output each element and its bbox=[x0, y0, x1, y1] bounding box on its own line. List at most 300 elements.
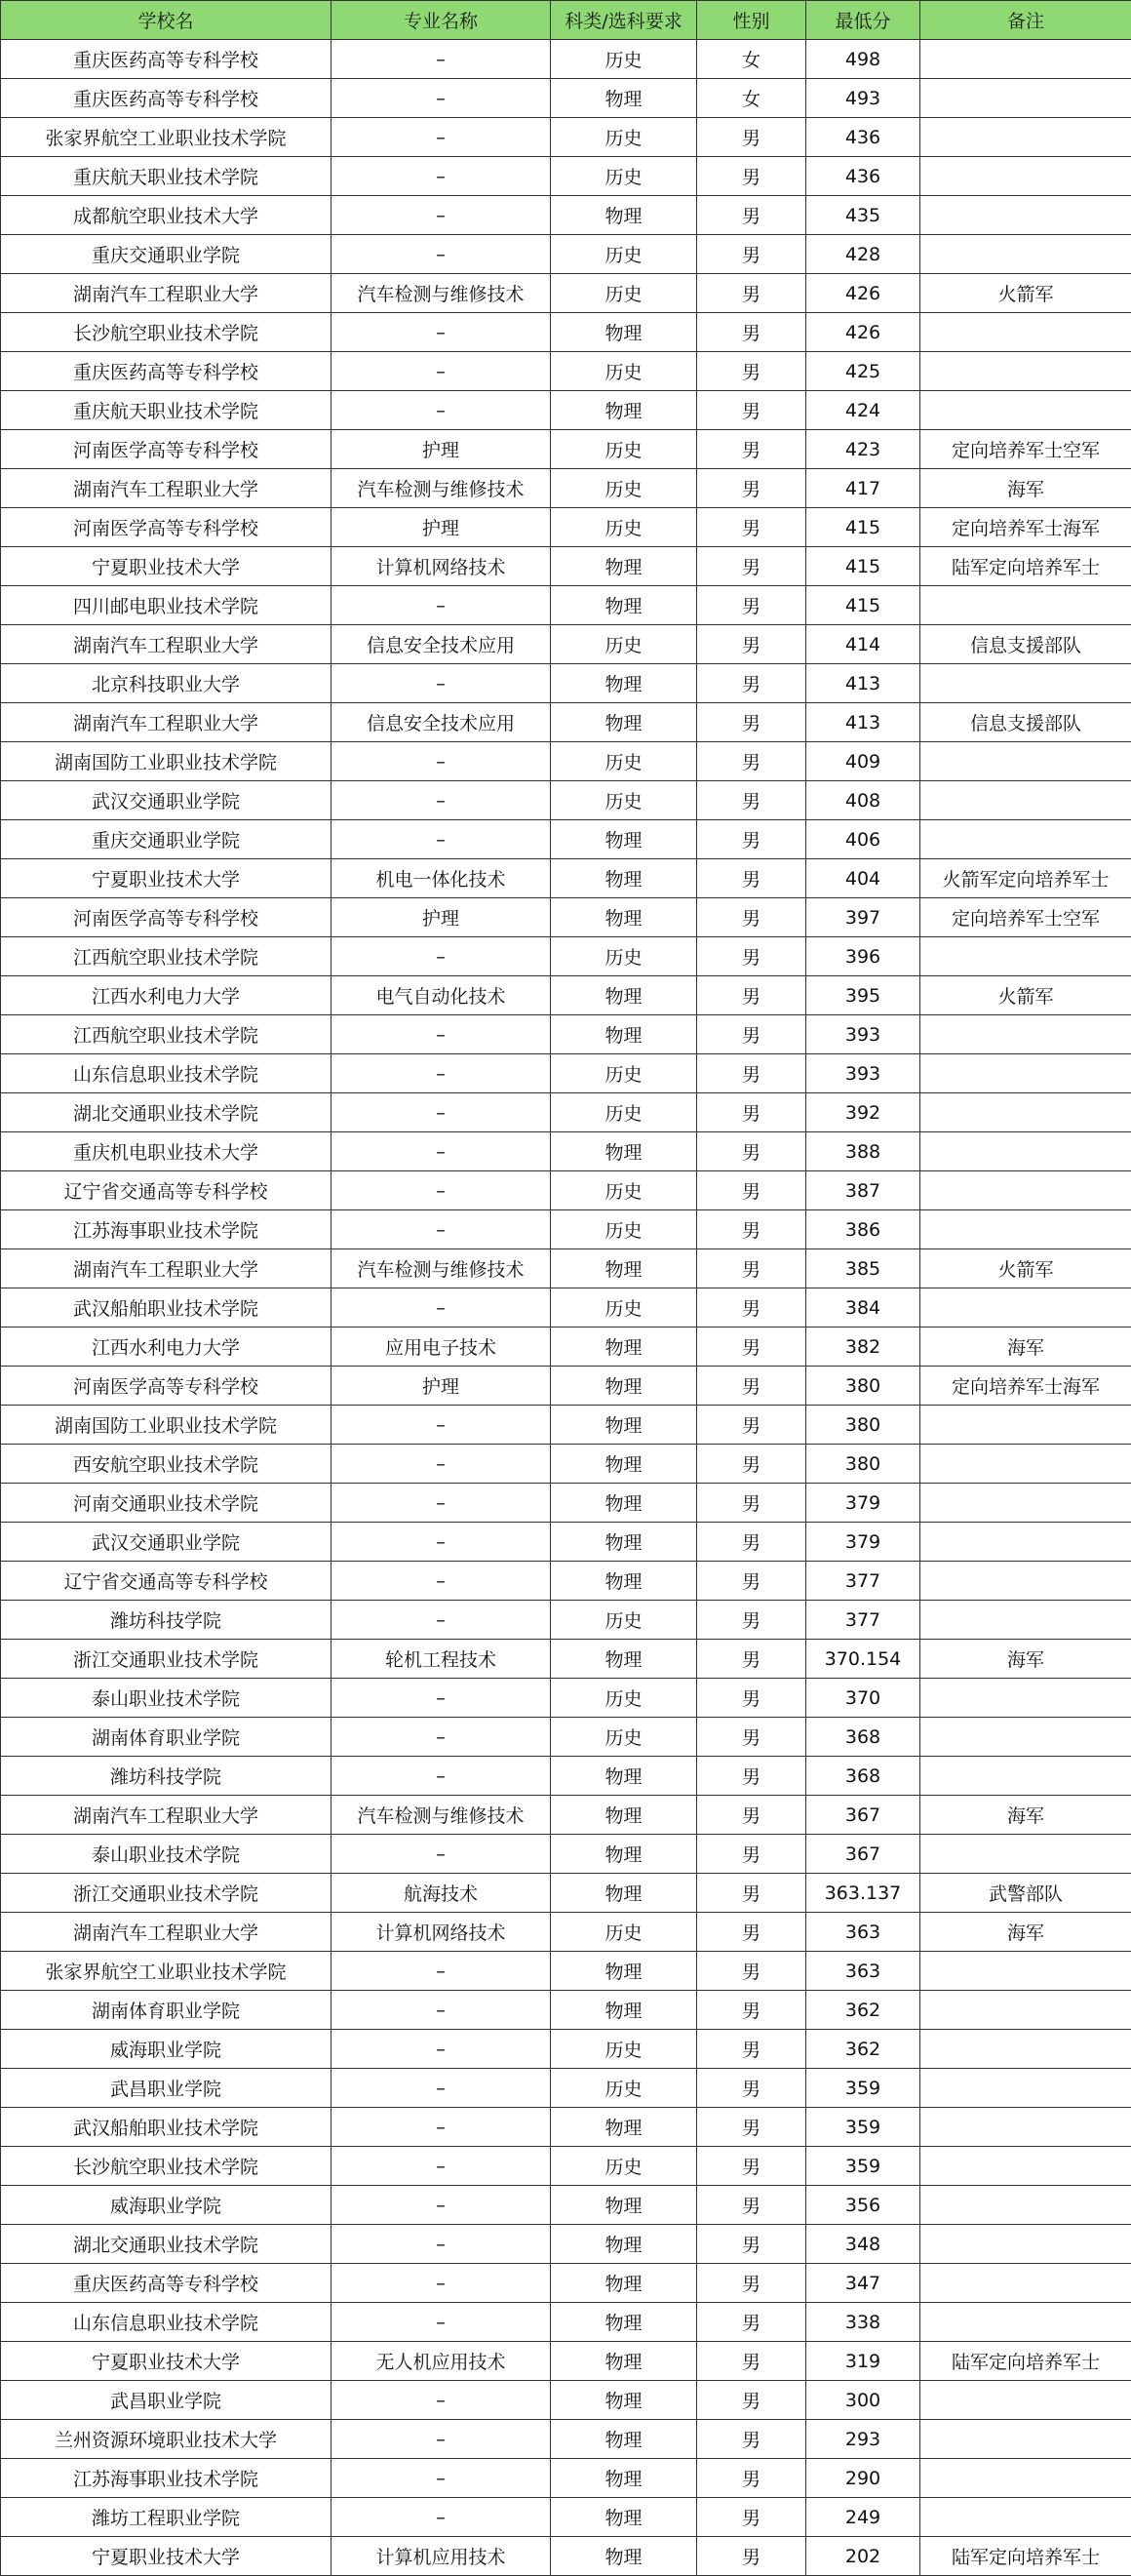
cell-min-score: 435 bbox=[806, 196, 920, 235]
cell-gender: 男 bbox=[697, 508, 806, 547]
cell-gender: 男 bbox=[697, 2381, 806, 2420]
cell-major: 信息安全技术应用 bbox=[332, 625, 551, 664]
cell-school: 成都航空职业技术大学 bbox=[1, 196, 332, 235]
cell-notes bbox=[920, 2069, 1131, 2108]
cell-subject: 物理 bbox=[551, 2537, 697, 2576]
cell-major: – bbox=[332, 1952, 551, 1991]
cell-notes bbox=[920, 781, 1131, 820]
cell-school: 四川邮电职业技术学院 bbox=[1, 586, 332, 625]
table-row bbox=[1, 157, 1131, 196]
cell-gender: 男 bbox=[697, 1367, 806, 1406]
cell-school: 武汉交通职业学院 bbox=[1, 781, 332, 820]
cell-major: – bbox=[332, 2459, 551, 2498]
cell-gender: 男 bbox=[697, 1445, 806, 1484]
cell-school: 宁夏职业技术大学 bbox=[1, 859, 332, 898]
cell-min-score: 368 bbox=[806, 1718, 920, 1757]
table-row bbox=[1, 859, 1131, 898]
cell-major: – bbox=[332, 1718, 551, 1757]
cell-notes: 海军 bbox=[920, 469, 1131, 508]
cell-notes: 海军 bbox=[920, 1796, 1131, 1835]
table-row bbox=[1, 274, 1131, 313]
table-row bbox=[1, 235, 1131, 274]
cell-major: – bbox=[332, 2069, 551, 2108]
table-row bbox=[1, 781, 1131, 820]
table-row bbox=[1, 1210, 1131, 1249]
cell-major: 计算机应用技术 bbox=[332, 2537, 551, 2576]
cell-min-score: 417 bbox=[806, 469, 920, 508]
cell-major: – bbox=[332, 2264, 551, 2303]
cell-subject: 物理 bbox=[551, 976, 697, 1015]
cell-notes: 火箭军定向培养军士 bbox=[920, 859, 1131, 898]
cell-notes bbox=[920, 1718, 1131, 1757]
header-school: 学校名 bbox=[1, 1, 332, 40]
cell-school: 湖北交通职业技术学院 bbox=[1, 1093, 332, 1132]
cell-subject: 物理 bbox=[551, 664, 697, 703]
cell-min-score: 498 bbox=[806, 40, 920, 79]
cell-subject: 历史 bbox=[551, 157, 697, 196]
cell-subject: 历史 bbox=[551, 1288, 697, 1328]
cell-gender: 男 bbox=[697, 2459, 806, 2498]
cell-gender: 男 bbox=[697, 391, 806, 430]
table-row bbox=[1, 547, 1131, 586]
cell-major: 应用电子技术 bbox=[332, 1328, 551, 1367]
cell-notes bbox=[920, 2459, 1131, 2498]
cell-gender: 男 bbox=[697, 1718, 806, 1757]
cell-notes: 陆军定向培养军士 bbox=[920, 547, 1131, 586]
table-row bbox=[1, 1601, 1131, 1640]
table-row bbox=[1, 118, 1131, 157]
cell-subject: 物理 bbox=[551, 1835, 697, 1874]
cell-subject: 物理 bbox=[551, 1523, 697, 1562]
cell-major: – bbox=[332, 2498, 551, 2537]
cell-gender: 男 bbox=[697, 664, 806, 703]
cell-school: 长沙航空职业技术学院 bbox=[1, 313, 332, 352]
cell-min-score: 363 bbox=[806, 1913, 920, 1952]
cell-school: 浙江交通职业技术学院 bbox=[1, 1640, 332, 1679]
cell-gender: 男 bbox=[697, 1601, 806, 1640]
cell-gender: 男 bbox=[697, 2342, 806, 2381]
table-row bbox=[1, 1484, 1131, 1523]
cell-notes: 定向培养军士海军 bbox=[920, 1367, 1131, 1406]
header-gender: 性别 bbox=[697, 1, 806, 40]
cell-gender: 男 bbox=[697, 547, 806, 586]
cell-min-score: 293 bbox=[806, 2420, 920, 2459]
cell-gender: 男 bbox=[697, 157, 806, 196]
cell-notes bbox=[920, 2420, 1131, 2459]
cell-gender: 男 bbox=[697, 1640, 806, 1679]
cell-notes bbox=[920, 1484, 1131, 1523]
cell-gender: 男 bbox=[697, 586, 806, 625]
table-row bbox=[1, 2498, 1131, 2537]
cell-major: – bbox=[332, 352, 551, 391]
table-row bbox=[1, 1718, 1131, 1757]
cell-subject: 物理 bbox=[551, 2225, 697, 2264]
cell-gender: 男 bbox=[697, 2420, 806, 2459]
cell-subject: 物理 bbox=[551, 1132, 697, 1171]
cell-subject: 历史 bbox=[551, 2069, 697, 2108]
table-row bbox=[1, 625, 1131, 664]
cell-major: – bbox=[332, 1523, 551, 1562]
cell-notes: 信息支援部队 bbox=[920, 625, 1131, 664]
cell-notes bbox=[920, 1210, 1131, 1249]
cell-school: 潍坊科技学院 bbox=[1, 1601, 332, 1640]
cell-school: 重庆航天职业技术学院 bbox=[1, 157, 332, 196]
cell-gender: 男 bbox=[697, 2108, 806, 2147]
cell-notes: 定向培养军士空军 bbox=[920, 430, 1131, 469]
cell-school: 武汉船舶职业技术学院 bbox=[1, 1288, 332, 1328]
cell-notes bbox=[920, 586, 1131, 625]
cell-major: – bbox=[332, 391, 551, 430]
cell-school: 湖南汽车工程职业大学 bbox=[1, 274, 332, 313]
table-row bbox=[1, 79, 1131, 118]
cell-subject: 物理 bbox=[551, 2420, 697, 2459]
cell-gender: 男 bbox=[697, 469, 806, 508]
cell-school: 武汉交通职业学院 bbox=[1, 1523, 332, 1562]
cell-min-score: 347 bbox=[806, 2264, 920, 2303]
cell-gender: 男 bbox=[697, 1171, 806, 1210]
cell-major: – bbox=[332, 313, 551, 352]
cell-notes bbox=[920, 1015, 1131, 1054]
cell-major: – bbox=[332, 2186, 551, 2225]
cell-subject: 历史 bbox=[551, 781, 697, 820]
cell-major: 计算机网络技术 bbox=[332, 1913, 551, 1952]
cell-subject: 物理 bbox=[551, 2108, 697, 2147]
table-row bbox=[1, 664, 1131, 703]
cell-school: 河南医学高等专科学校 bbox=[1, 508, 332, 547]
cell-major: – bbox=[332, 2108, 551, 2147]
cell-school: 湖南汽车工程职业大学 bbox=[1, 1913, 332, 1952]
cell-school: 张家界航空工业职业技术学院 bbox=[1, 118, 332, 157]
header-row bbox=[1, 1, 1131, 40]
cell-gender: 男 bbox=[697, 1952, 806, 1991]
table-row bbox=[1, 2147, 1131, 2186]
cell-major: – bbox=[332, 1445, 551, 1484]
cell-notes bbox=[920, 2186, 1131, 2225]
cell-gender: 男 bbox=[697, 1328, 806, 1367]
cell-notes bbox=[920, 2381, 1131, 2420]
cell-major: – bbox=[332, 1835, 551, 1874]
table-row bbox=[1, 586, 1131, 625]
cell-notes bbox=[920, 2147, 1131, 2186]
cell-school: 武昌职业学院 bbox=[1, 2069, 332, 2108]
header-major: 专业名称 bbox=[332, 1, 551, 40]
cell-min-score: 406 bbox=[806, 820, 920, 859]
table-row bbox=[1, 1445, 1131, 1484]
cell-subject: 历史 bbox=[551, 40, 697, 79]
cell-subject: 历史 bbox=[551, 430, 697, 469]
cell-gender: 男 bbox=[697, 1835, 806, 1874]
cell-subject: 历史 bbox=[551, 2030, 697, 2069]
cell-school: 重庆交通职业学院 bbox=[1, 820, 332, 859]
cell-notes bbox=[920, 1132, 1131, 1171]
cell-school: 江西水利电力大学 bbox=[1, 976, 332, 1015]
cell-gender: 男 bbox=[697, 1757, 806, 1796]
cell-major: – bbox=[332, 1679, 551, 1718]
cell-subject: 物理 bbox=[551, 898, 697, 937]
cell-school: 辽宁省交通高等专科学校 bbox=[1, 1171, 332, 1210]
cell-subject: 物理 bbox=[551, 820, 697, 859]
cell-major: – bbox=[332, 1601, 551, 1640]
cell-notes bbox=[920, 1445, 1131, 1484]
table-row bbox=[1, 352, 1131, 391]
cell-subject: 物理 bbox=[551, 586, 697, 625]
cell-notes bbox=[920, 1288, 1131, 1328]
cell-school: 江苏海事职业技术学院 bbox=[1, 2459, 332, 2498]
cell-min-score: 413 bbox=[806, 664, 920, 703]
cell-major: – bbox=[332, 79, 551, 118]
cell-notes bbox=[920, 1093, 1131, 1132]
header-min-score: 最低分 bbox=[806, 1, 920, 40]
cell-notes bbox=[920, 2030, 1131, 2069]
cell-notes: 定向培养军士空军 bbox=[920, 898, 1131, 937]
cell-subject: 历史 bbox=[551, 235, 697, 274]
cell-notes: 海军 bbox=[920, 1913, 1131, 1952]
cell-min-score: 436 bbox=[806, 157, 920, 196]
cell-min-score: 202 bbox=[806, 2537, 920, 2576]
table-row bbox=[1, 820, 1131, 859]
cell-gender: 男 bbox=[697, 2030, 806, 2069]
cell-notes bbox=[920, 937, 1131, 976]
cell-notes bbox=[920, 1601, 1131, 1640]
cell-min-score: 387 bbox=[806, 1171, 920, 1210]
cell-subject: 物理 bbox=[551, 2303, 697, 2342]
table-row bbox=[1, 40, 1131, 79]
cell-school: 重庆交通职业学院 bbox=[1, 235, 332, 274]
cell-gender: 男 bbox=[697, 781, 806, 820]
cell-subject: 物理 bbox=[551, 1367, 697, 1406]
header-subject: 科类/选科要求 bbox=[551, 1, 697, 40]
cell-major: 护理 bbox=[332, 1367, 551, 1406]
cell-subject: 物理 bbox=[551, 1406, 697, 1445]
table-row bbox=[1, 2069, 1131, 2108]
cell-gender: 男 bbox=[697, 274, 806, 313]
cell-gender: 男 bbox=[697, 1484, 806, 1523]
table-row bbox=[1, 1054, 1131, 1093]
cell-subject: 历史 bbox=[551, 742, 697, 781]
cell-major: 轮机工程技术 bbox=[332, 1640, 551, 1679]
cell-min-score: 393 bbox=[806, 1015, 920, 1054]
cell-subject: 历史 bbox=[551, 1718, 697, 1757]
cell-major: – bbox=[332, 235, 551, 274]
cell-gender: 男 bbox=[697, 2303, 806, 2342]
cell-notes: 信息支援部队 bbox=[920, 703, 1131, 742]
cell-school: 河南医学高等专科学校 bbox=[1, 898, 332, 937]
cell-major: 汽车检测与维修技术 bbox=[332, 1796, 551, 1835]
cell-school: 重庆医药高等专科学校 bbox=[1, 352, 332, 391]
cell-major: – bbox=[332, 1093, 551, 1132]
cell-gender: 男 bbox=[697, 859, 806, 898]
cell-school: 宁夏职业技术大学 bbox=[1, 2537, 332, 2576]
cell-major: – bbox=[332, 1015, 551, 1054]
cell-school: 重庆医药高等专科学校 bbox=[1, 2264, 332, 2303]
cell-min-score: 426 bbox=[806, 313, 920, 352]
table-row bbox=[1, 1523, 1131, 1562]
cell-gender: 男 bbox=[697, 1249, 806, 1288]
cell-subject: 历史 bbox=[551, 118, 697, 157]
cell-subject: 物理 bbox=[551, 391, 697, 430]
table-row bbox=[1, 391, 1131, 430]
cell-subject: 历史 bbox=[551, 469, 697, 508]
cell-min-score: 396 bbox=[806, 937, 920, 976]
cell-school: 江苏海事职业技术学院 bbox=[1, 1210, 332, 1249]
cell-min-score: 370 bbox=[806, 1679, 920, 1718]
table-row bbox=[1, 1562, 1131, 1601]
table-body bbox=[1, 40, 1131, 2576]
cell-subject: 历史 bbox=[551, 2147, 697, 2186]
cell-school: 河南医学高等专科学校 bbox=[1, 1367, 332, 1406]
table-row bbox=[1, 2420, 1131, 2459]
cell-min-score: 379 bbox=[806, 1484, 920, 1523]
cell-major: 汽车检测与维修技术 bbox=[332, 469, 551, 508]
cell-min-score: 362 bbox=[806, 1991, 920, 2030]
cell-major: – bbox=[332, 937, 551, 976]
cell-gender: 男 bbox=[697, 1132, 806, 1171]
cell-school: 辽宁省交通高等专科学校 bbox=[1, 1562, 332, 1601]
cell-school: 湖南国防工业职业技术学院 bbox=[1, 742, 332, 781]
cell-school: 湖南汽车工程职业大学 bbox=[1, 1249, 332, 1288]
table-row bbox=[1, 1874, 1131, 1913]
cell-major: – bbox=[332, 1132, 551, 1171]
cell-gender: 男 bbox=[697, 2147, 806, 2186]
cell-gender: 男 bbox=[697, 2069, 806, 2108]
cell-school: 潍坊工程职业学院 bbox=[1, 2498, 332, 2537]
cell-gender: 女 bbox=[697, 40, 806, 79]
table-row bbox=[1, 2225, 1131, 2264]
cell-school: 重庆医药高等专科学校 bbox=[1, 79, 332, 118]
cell-gender: 男 bbox=[697, 1054, 806, 1093]
cell-notes bbox=[920, 742, 1131, 781]
cell-min-score: 249 bbox=[806, 2498, 920, 2537]
cell-major: 护理 bbox=[332, 430, 551, 469]
cell-min-score: 408 bbox=[806, 781, 920, 820]
cell-min-score: 409 bbox=[806, 742, 920, 781]
cell-notes bbox=[920, 2498, 1131, 2537]
cell-min-score: 423 bbox=[806, 430, 920, 469]
cell-min-score: 395 bbox=[806, 976, 920, 1015]
cell-notes: 陆军定向培养军士 bbox=[920, 2342, 1131, 2381]
cell-min-score: 415 bbox=[806, 586, 920, 625]
cell-notes bbox=[920, 1171, 1131, 1210]
cell-min-score: 414 bbox=[806, 625, 920, 664]
cell-school: 兰州资源环境职业技术大学 bbox=[1, 2420, 332, 2459]
cell-gender: 男 bbox=[697, 2225, 806, 2264]
cell-gender: 男 bbox=[697, 742, 806, 781]
cell-notes bbox=[920, 79, 1131, 118]
table-row bbox=[1, 1093, 1131, 1132]
cell-subject: 历史 bbox=[551, 1679, 697, 1718]
cell-major: 电气自动化技术 bbox=[332, 976, 551, 1015]
cell-min-score: 428 bbox=[806, 235, 920, 274]
cell-major: – bbox=[332, 664, 551, 703]
cell-min-score: 362 bbox=[806, 2030, 920, 2069]
cell-subject: 历史 bbox=[551, 1601, 697, 1640]
cell-notes bbox=[920, 1054, 1131, 1093]
table-row bbox=[1, 1328, 1131, 1367]
cell-school: 泰山职业技术学院 bbox=[1, 1679, 332, 1718]
cell-gender: 男 bbox=[697, 937, 806, 976]
table-row bbox=[1, 1796, 1131, 1835]
cell-gender: 男 bbox=[697, 1679, 806, 1718]
cell-notes bbox=[920, 1835, 1131, 1874]
cell-notes bbox=[920, 2303, 1131, 2342]
cell-gender: 男 bbox=[697, 1523, 806, 1562]
cell-notes bbox=[920, 235, 1131, 274]
table-row bbox=[1, 1132, 1131, 1171]
cell-min-score: 368 bbox=[806, 1757, 920, 1796]
table-row bbox=[1, 1171, 1131, 1210]
cell-min-score: 425 bbox=[806, 352, 920, 391]
cell-major: 无人机应用技术 bbox=[332, 2342, 551, 2381]
table-row bbox=[1, 1288, 1131, 1328]
cell-gender: 男 bbox=[697, 1288, 806, 1328]
cell-subject: 历史 bbox=[551, 1054, 697, 1093]
table-row bbox=[1, 508, 1131, 547]
cell-gender: 男 bbox=[697, 313, 806, 352]
cell-min-score: 493 bbox=[806, 79, 920, 118]
cell-school: 江西水利电力大学 bbox=[1, 1328, 332, 1367]
cell-subject: 历史 bbox=[551, 1913, 697, 1952]
cell-subject: 物理 bbox=[551, 1015, 697, 1054]
cell-school: 河南交通职业技术学院 bbox=[1, 1484, 332, 1523]
cell-gender: 男 bbox=[697, 118, 806, 157]
cell-subject: 物理 bbox=[551, 1562, 697, 1601]
cell-notes bbox=[920, 391, 1131, 430]
cell-school: 湖南国防工业职业技术学院 bbox=[1, 1406, 332, 1445]
cell-major: – bbox=[332, 1406, 551, 1445]
cell-notes bbox=[920, 1679, 1131, 1718]
cell-subject: 物理 bbox=[551, 859, 697, 898]
cell-notes bbox=[920, 157, 1131, 196]
cell-min-score: 382 bbox=[806, 1328, 920, 1367]
cell-subject: 物理 bbox=[551, 1445, 697, 1484]
cell-subject: 物理 bbox=[551, 313, 697, 352]
cell-subject: 历史 bbox=[551, 274, 697, 313]
cell-major: – bbox=[332, 1171, 551, 1210]
table-row bbox=[1, 2303, 1131, 2342]
table-row bbox=[1, 1367, 1131, 1406]
cell-subject: 历史 bbox=[551, 508, 697, 547]
cell-school: 西安航空职业技术学院 bbox=[1, 1445, 332, 1484]
cell-major: – bbox=[332, 2420, 551, 2459]
cell-subject: 物理 bbox=[551, 2264, 697, 2303]
table-row bbox=[1, 2030, 1131, 2069]
cell-min-score: 386 bbox=[806, 1210, 920, 1249]
cell-major: – bbox=[332, 1991, 551, 2030]
cell-school: 湖南体育职业学院 bbox=[1, 1718, 332, 1757]
cell-min-score: 367 bbox=[806, 1835, 920, 1874]
cell-notes bbox=[920, 196, 1131, 235]
cell-notes: 武警部队 bbox=[920, 1874, 1131, 1913]
cell-major: – bbox=[332, 586, 551, 625]
cell-min-score: 380 bbox=[806, 1445, 920, 1484]
table-row bbox=[1, 1679, 1131, 1718]
cell-major: – bbox=[332, 1288, 551, 1328]
cell-major: – bbox=[332, 196, 551, 235]
cell-school: 山东信息职业技术学院 bbox=[1, 1054, 332, 1093]
table-row bbox=[1, 313, 1131, 352]
cell-subject: 历史 bbox=[551, 625, 697, 664]
table-row bbox=[1, 742, 1131, 781]
cell-notes: 火箭军 bbox=[920, 1249, 1131, 1288]
cell-school: 湖南汽车工程职业大学 bbox=[1, 469, 332, 508]
table-row bbox=[1, 2381, 1131, 2420]
cell-gender: 女 bbox=[697, 79, 806, 118]
cell-min-score: 363.137 bbox=[806, 1874, 920, 1913]
cell-school: 湖南汽车工程职业大学 bbox=[1, 703, 332, 742]
cell-min-score: 388 bbox=[806, 1132, 920, 1171]
cell-min-score: 415 bbox=[806, 547, 920, 586]
cell-notes: 陆军定向培养军士 bbox=[920, 2537, 1131, 2576]
